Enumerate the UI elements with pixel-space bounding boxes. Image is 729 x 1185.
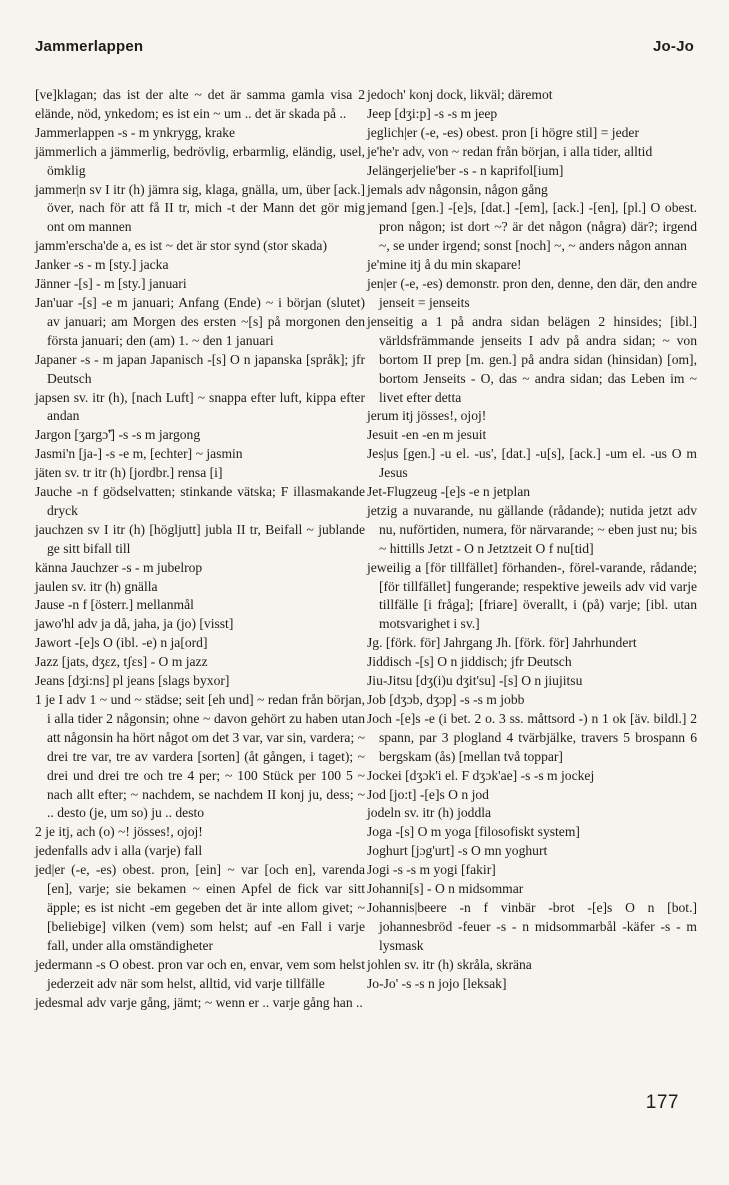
entry: jerum itj jösses!, ojoj! [367,408,487,424]
entry: jammer|n sv I itr (h) jämra sig, klaga, gnälla, um, über [ack.] över, nach för att få II tr, mich -t der Mann det gör mig ont om mannen [35,181,365,235]
entry: Jänner -[s] - m [sty.] januari [35,276,187,292]
entry: Jause -n f [österr.] mellanmål [35,597,194,613]
entry: Jo-Jo' -s -s n jojo [leksak] [367,975,507,991]
entry: känna Jauchzer -s - m jubelrop [35,559,203,575]
entry: Jammerlappen -s - m ynkrygg, krake [35,124,236,140]
entry: jen|er (-e, -es) demonstr. pron den, denne, den där, den andre jenseit = jenseits [367,276,697,310]
entry: Jg. [förk. för] Jahrgang Jh. [förk. för] Jahrhundert [367,635,637,651]
entry: Japaner -s - m japan Japanisch -[s] O n japanska [språk]; jfr Deutsch [35,351,365,386]
entry: jemand [gen.] -[e]s, [dat.] -[em], [ack.] -[en], [pl.] O obest. pron någon; ist dort ~? är det någon (några) där?; irgend ~, se under irgend; sonst [noch] ~, ~ anders någon annan [367,200,697,254]
entry: Jazz [jats, dʒɛz, tʃɛs] - O m jazz [35,654,208,670]
entry: jedenfalls adv i alla (varje) fall [35,843,203,859]
entry: Jargon [ʒargɔ̃'] -s -s m jargong [35,427,201,443]
entry: Job [dʒɔb, dʒɔp] -s -s m jobb [367,692,525,707]
entry: johlen sv. itr (h) skråla, skräna [367,956,532,972]
entry: Jet-Flugzeug -[e]s -e n jetplan [367,484,531,500]
entry: Jeans [dʒi:ns] pl jeans [slags byxor] [35,673,230,689]
entry: 2 je itj, ach (o) ~! jösses!, ojoj! [35,824,203,840]
page-number: 177 [645,1092,679,1113]
entry: jeglich|er (-e, -es) obest. pron [i högre stil] = jeder [367,124,639,140]
entry: jeweilig a [för tillfället] förhanden-, förel-varande, rådande; [för tillfället] fungerande; respektive jeweils adv vid varje tillfälle [i fråga]; [friare] överallt, i (på) varje; [ibl. utan motsvarighet i sv.] [367,559,697,632]
entry: Jasmi'n [ja-] -s -e m, [echter] ~ jasmin [35,446,243,462]
entry: Jogi -s -s m yogi [fakir] [367,862,496,878]
entry: Johannis|beere -n f vinbär -brot -[e]s O n [bot.] johannesbröd -feuer -s - n midsommarbål -käfer -s - m lysmask [367,899,697,953]
entry: Jiddisch -[s] O n jiddisch; jfr Deutsch [367,654,572,670]
entry: Joch -[e]s -e (i bet. 2 o. 3 ss. måttsord -) n 1 ok [äv. bildl.] 2 spann, par 3 plogland 4 tvärbjälke, travers 5 brospann 6 bergskam (ås) [mellan två toppar] [367,710,697,764]
running-head-right: Jo-Jo [652,38,694,55]
entry: Jod [jo:t] -[e]s O n jod [367,786,489,802]
entry: jedoch' konj dock, likväl; däremot [367,87,553,102]
entry: Joghurt [jɔg'urt] -s O mn yoghurt [367,843,548,859]
entry: jauchzen sv I itr (h) [högljutt] jubla II tr, Beifall ~ jublande ge sitt bifall till [35,521,365,556]
entry: jenseitig a 1 på andra sidan belägen 2 hinsides; [ibl.] världsfrämmande jenseits I adv på andra sidan; ~ von bortom II prep [m. gen.] på andra sidan (hinsidan) [om], bortom Jenseits - O, das ~ andra sidan; das Leben im ~ livet efter detta [367,313,697,405]
entry: jedermann -s O obest. pron var och en, envar, vem som helst jederzeit adv när som helst, alltid, vid varje tillfälle [35,956,365,991]
right-column [367,86,697,994]
entry: Jawort -[e]s O (ibl. -e) n ja[ord] [35,635,208,651]
entry: jemals adv någonsin, någon gång [367,181,548,197]
entry: japsen sv. itr (h), [nach Luft] ~ snappa efter luft, kippa efter andan [35,389,365,424]
entry: Jockei [dʒɔk'i el. F dʒɔk'ae] -s -s m jockej [367,767,595,783]
entry: Jesuit -en -en m jesuit [367,427,487,443]
entry: je'he'r adv, von ~ redan från början, i alla tider, alltid [367,143,653,159]
entry: Jiu-Jitsu [dʒ(i)u dʒit'su] -[s] O n jiujitsu [367,673,583,689]
entry: jedesmal adv varje gång, jämt; ~ wenn er .. varje gång han .. [35,994,363,1010]
entry: Jes|us [gen.] -u el. -us', [dat.] -u[s], [ack.] -um el. -us O m Jesus [367,446,697,481]
entry: je'mine itj å du min skapare! [367,257,522,273]
entry: 1 je I adv 1 ~ und ~ städse; seit [eh und] ~ redan från början, i alla tider 2 någonsin; ohne ~ davon gehört zu haben utan att någonsin ha hört något om det 3 var, var sin, vardera; ~ drei tre var, tre av vardera [sorten] (åt gången, i taget); ~ drei und drei tre och tre 4 per; ~ 100 Stück per 100 5 ~ nach allt efter; ~ nachdem, se nachdem II konj ju, dess; ~ .. desto (je, um so) ju .. desto [35,692,365,821]
entry: Jeep [dʒi:p] -s -s m jeep [367,105,498,121]
entry: Joga -[s] O m yoga [filosofiskt system] [367,824,580,840]
entry: jed|er (-e, -es) obest. pron, [ein] ~ var [och en], varenda [en], varje; sie bekamen ~ einen Apfel de fick var sitt äpple; es ist nicht -em gegeben det är inte allom givet; ~ [beliebige] vilken (vem) som helst; auf -en Fall i varje fall, under alla omständigheter [35,862,365,953]
entry: jämmerlich a jämmerlig, bedrövlig, erbarmlig, eländig, usel, ömklig [35,143,365,178]
entry: jaulen sv. itr (h) gnälla [35,578,158,594]
entry: Jan'uar -[s] -e m januari; Anfang (Ende) ~ i början (slutet) av januari; am Morgen des ersten ~[s] på morgonen den första januari; den (am) 1. ~ den 1 januari [35,294,365,348]
entry: Janker -s - m [sty.] jacka [35,257,169,273]
left-column [35,86,365,1012]
entry: Jelängerjelie'ber -s - n kaprifol[ium] [367,162,564,178]
entry: [ve]klagan; das ist der alte ~ det är samma gamla visa 2 elände, nöd, ynkedom; es ist ein ~ um .. det är skada på .. [35,87,365,121]
entry: jamm'erscha'de a, es ist ~ det är stor synd (stor skada) [35,238,327,254]
entry: jetzig a nuvarande, nu gällande (rådande); nutida jetzt adv nu, nuförtiden, numera, för närvarande; ~ eben just nu; bis ~ hittills Jetzt - O n Jetztzeit O f nu[tid] [367,502,697,556]
running-head-left: Jammerlappen [35,38,144,55]
entry: Johanni[s] - O n midsommar [367,881,524,897]
entry: jäten sv. tr itr (h) [jordbr.] rensa [i] [35,465,223,481]
entry: jawo'hl adv ja då, jaha, ja (jo) [visst] [35,616,234,632]
entry: Jauche -n f gödselvatten; stinkande vätska; F illasmakande dryck [35,484,365,518]
entry: jodeln sv. itr (h) joddla [367,805,492,821]
